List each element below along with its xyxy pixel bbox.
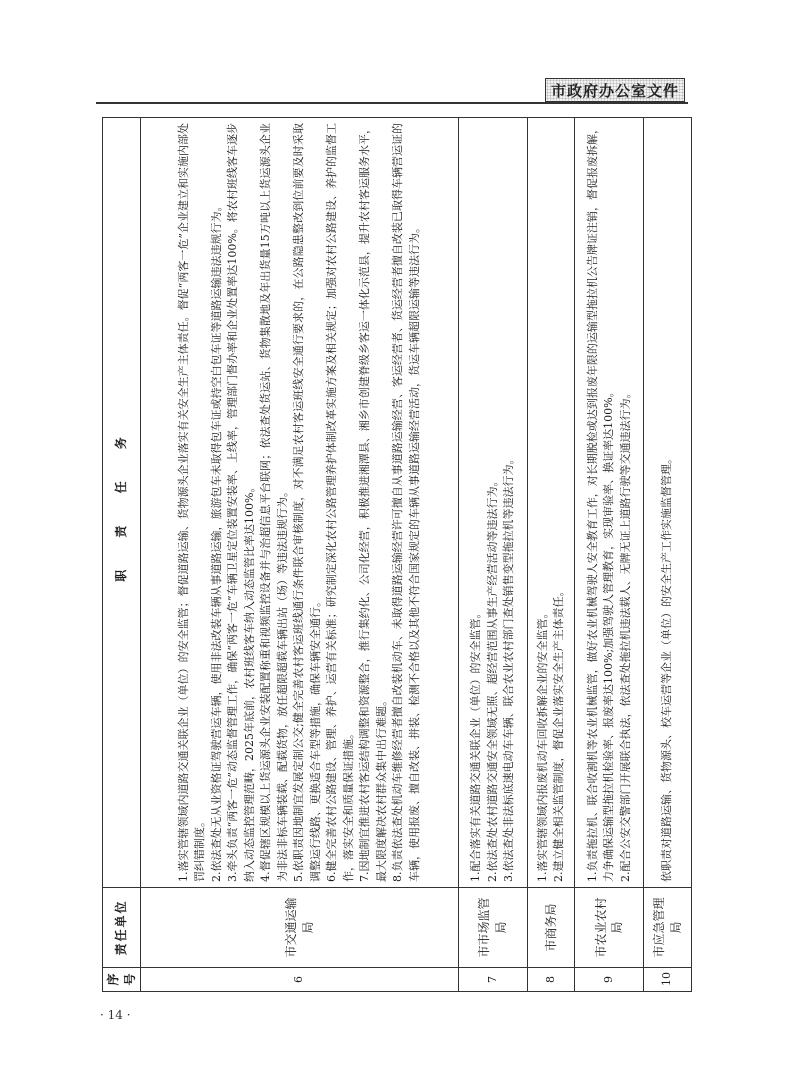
duty-item: 1.落实管辖领域内道路交通关联企业（单位）的安全监管；督促道路运输、货物源头企业落实有关安全生产主体责任。督促“两客一危”企业建立和实施内部处罚纠错制度。 xyxy=(176,123,207,882)
duties-cell xyxy=(527,118,575,888)
duty-item: 2.依法查处无从业资格证驾驶营运车辆，使用非法改装车辆从事道路运输，旅游包车未取得包车证或持空白包车证等道路运输违法违规行为。 xyxy=(209,200,223,882)
document-header-badge: 市政府办公室文件 xyxy=(545,78,685,102)
table-body xyxy=(141,118,692,992)
header-unit: 责任单位 xyxy=(103,888,141,968)
duty-item: 依职责对道路运输、货物源头、校车运营等企业（单位）的安全生产工作实施监督管理。 xyxy=(660,453,674,882)
duty-table xyxy=(102,117,692,992)
row-number: 7 xyxy=(459,968,528,992)
duty-table-container xyxy=(102,117,692,992)
table-row xyxy=(459,118,528,992)
rotated-table-wrapper xyxy=(102,117,692,992)
responsible-unit: 市农业农村局 xyxy=(575,888,644,968)
table-row xyxy=(141,118,459,992)
row-number: 9 xyxy=(575,968,644,992)
duty-item: 3.依法查处非法标底速电动车车辆、联合农业农村部门查处销售变型拖拉机等违法行为。 xyxy=(502,453,516,882)
responsible-unit: 市交通运输局 xyxy=(141,888,459,968)
duty-item: 5.依职责因地制宜发展定制公交;健全完善农村客运班线通行条件联合审核制度，对不满足农村客运班线安全通行要求的，在公路隐患整改到位前要及时采取调整运行线路、更换适合车型等措施，确保车辆安全通行。 xyxy=(292,123,322,882)
responsible-unit: 市商务局 xyxy=(527,888,575,968)
duties-cell xyxy=(644,118,692,888)
duty-item: 1.落实管辖领域内报废机动车回收拆解企业的安全监管。 xyxy=(535,607,549,882)
table-row xyxy=(527,118,575,992)
duty-item: 1.配合落实有关道路交通关联企业（单位）的安全监管。 xyxy=(469,607,483,882)
table-row xyxy=(644,118,692,992)
duty-item: 7.因地制宜推进农村客运结构调整和资源整合，推行集约化、公司化经营，积极推进湘潭县、湘乡市创建脊级乡客运一体化示范县，提升农村客运服务水平，最大限度解决农村群众集中出行难题。 xyxy=(358,123,388,882)
table-row xyxy=(575,118,644,992)
duty-item: 2.依法查处农村道路交通安全领域无照、超经营范围从事生产经营活动等违法行为。 xyxy=(485,475,499,882)
duties-cell xyxy=(141,118,459,888)
duty-item: 8.负责依法查处机动车维修经营者擅自改装机动车、未取得道路运输经营许可擅自从事道路运输经营、客运经营者、货运经营者擅自改装已取得车辆营运证的车辆，使用报废、擅自改装、拼装、检测不合格以及其他不符合国家规定的车辆从事道路运输经营活动，货运车辆超限运输等违法行为。 xyxy=(391,123,421,882)
duty-item: 1.负责拖拉机、联合收割机等农业机械监管，做好农业机械驾驶人安全教育工作，对长期脱检或达到报废年限的运输型拖拉机公告牌证注销，督促报废拆解，力争确保运输型拖拉机检验率、报废率达100%;加强驾驶人管理教育，实现审验率、换证率达100%。 xyxy=(585,123,616,882)
duties-cell xyxy=(459,118,528,888)
duty-item: 4.督促辖区规模以上货运源头企业安装配置称重和视频监控设备并与治超信息平台联网；依法查处货运站、货物集散地及年出货量15万吨以上货运源头企业为非法非标车辆装载、配载货物，放任超限超载车辆出站（场）等违法违规行为。 xyxy=(259,123,289,882)
duty-item: 2.配合公安交警部门开展联合执法，依法查处拖拉机违法载人、无牌无证上道路行驶等交通违法行为。 xyxy=(618,387,632,882)
row-number: 6 xyxy=(141,968,459,992)
header-duties: 职 责 任 务 xyxy=(103,118,141,888)
table-header-row xyxy=(103,118,141,992)
page-number: · 14 · xyxy=(100,1008,131,1022)
responsible-unit: 市市场监管局 xyxy=(459,888,528,968)
header-no: 序号 xyxy=(103,968,141,992)
row-number: 8 xyxy=(527,968,575,992)
duty-item: 6.健全完善农村公路建设、管理、养护、运营有关标准；研究制定深化农村公路管理养护体制改革实施方案及相关规定；加强对农村公路建设、养护的监督工作，落实安全和质量保证措施。 xyxy=(325,123,355,882)
duty-item: 2.建立健全相关监管制度，督促企业落实安全生产主体责任。 xyxy=(552,585,566,882)
header-rule xyxy=(96,102,688,104)
duty-item: 3.牵头负责“两客一危”动态监督管理工作，确保“两客一危”车辆卫星定位装置安装率、上线率，管理部门督办率和企业处置率达100%。将农村班线客车逐步纳入动态监控管理范畴，2025年底前，农村班线客车纳入动态监管比率达100%。 xyxy=(226,123,256,882)
duties-cell xyxy=(575,118,644,888)
responsible-unit: 市应急管理局 xyxy=(644,888,692,968)
row-number: 10 xyxy=(644,968,692,992)
